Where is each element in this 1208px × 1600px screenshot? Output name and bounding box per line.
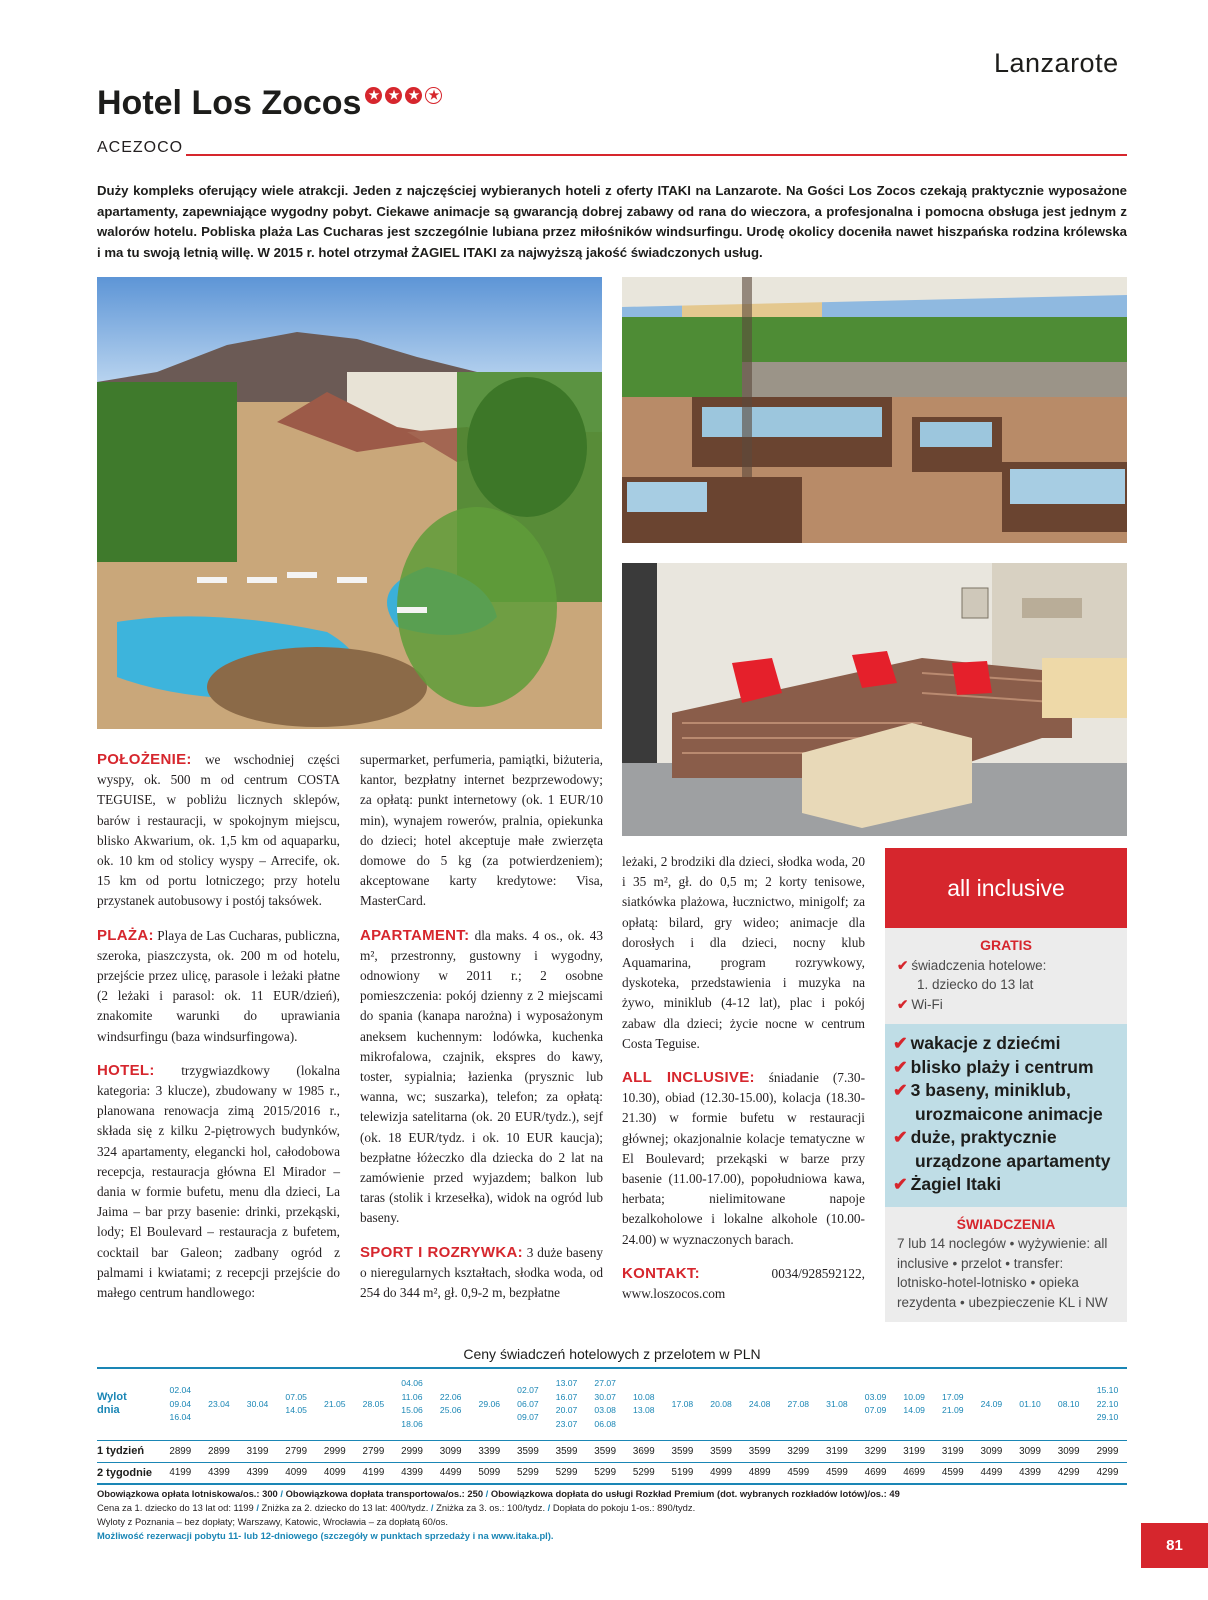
note-text: Obowiązkowa dopłata do usługi Rozkład Premium (dot. wybranych rozkładów lotów)/os.: 49 (490, 1488, 900, 1499)
hotel-title (97, 84, 442, 123)
note-line: Wyloty z Poznania – bez dopłaty; Warszawy, Katowic, Wrocławia – za dopłatą 60/os. (97, 1516, 448, 1527)
date-value: 24.08 (748, 1398, 771, 1409)
price-cell: 3099 (1049, 1440, 1088, 1462)
departure-dates-row (97, 1368, 1127, 1440)
gratis-heading: GRATIS (980, 937, 1032, 953)
price-row (97, 1440, 1127, 1462)
date-value: 02.07 (517, 1385, 539, 1395)
date-value: 03.09 (864, 1391, 887, 1402)
price-cell: 4499 (431, 1462, 470, 1484)
date-value: 09.04 (169, 1398, 192, 1409)
date-cell (625, 1368, 664, 1440)
price-cell: 2899 (161, 1440, 200, 1462)
date-value: 17.08 (671, 1398, 694, 1409)
date-value: 02.04 (169, 1385, 192, 1395)
date-cell (354, 1368, 393, 1440)
price-cell: 3599 (740, 1440, 779, 1462)
note-text: Obowiązkowa dopłata transportowa/os.: 250 (285, 1488, 484, 1499)
check-icon: ✔ (893, 1033, 908, 1053)
date-value: 23.04 (208, 1398, 230, 1409)
price-table-title: Ceny świadczeń hotelowych z przelotem w PLN (463, 1346, 761, 1362)
price-cell: 2799 (354, 1440, 393, 1462)
date-value: 10.08 (633, 1391, 655, 1402)
swiadczenia-heading: ŚWIADCZENIA (956, 1215, 1056, 1232)
gratis-text: świadczenia hotelowe: (911, 957, 1047, 973)
apartment-interior-photo (622, 563, 1127, 836)
price-cell: 3199 (895, 1440, 934, 1462)
section-apartament (360, 926, 603, 1229)
price-cell: 4299 (1049, 1462, 1088, 1484)
feature-text: duże, praktycznie urządzone apartamenty (910, 1127, 1111, 1171)
feature-text: wakacje z dziećmi (910, 1033, 1061, 1053)
date-cell (779, 1368, 818, 1440)
date-value: 30.07 (594, 1391, 616, 1402)
date-value: 30.04 (246, 1398, 269, 1409)
features-panel (885, 1024, 1127, 1207)
section-plaza (97, 926, 340, 1047)
date-cell (1011, 1368, 1050, 1440)
price-cell: 4499 (972, 1462, 1011, 1484)
note-text: Cena za 1. dziecko do 13 lat od: 1199 (97, 1502, 254, 1513)
section-text: śniadanie (7.30-10.30), obiad (12.30-15.00), kolacja (18.30-21.30) w formie bufetu w restauracji głównej; okazjonalnie kolacje tematyczne w El Boulevard; przekąski w barze przy basenie (11.00-17.00), popołudniowa kawa, herbata; nielimitowane napoje bezalkoholowe i lokalne alkohole (10.00-24.00) w wyznaczonych barach. (622, 1070, 865, 1247)
date-value: 04.06 (401, 1378, 423, 1389)
price-cell: 3599 (547, 1440, 586, 1462)
title-divider (186, 154, 1127, 156)
column-1 (97, 750, 340, 1317)
price-cell: 3099 (972, 1440, 1011, 1462)
duration-label: 2 tygodnie (97, 1462, 161, 1484)
feature-item (893, 1173, 1119, 1197)
date-value: 31.08 (826, 1398, 848, 1409)
date-cell (818, 1368, 857, 1440)
date-cell (277, 1368, 316, 1440)
price-cell: 3299 (856, 1440, 895, 1462)
date-cell (547, 1368, 586, 1440)
feature-text: 3 baseny, miniklub, urozmaicone animacje (910, 1080, 1103, 1124)
section-heading: PLAŻA: (97, 926, 154, 944)
date-value: 21.09 (942, 1405, 964, 1416)
star-rating (365, 87, 442, 104)
date-cell (934, 1368, 973, 1440)
swiadczenia-panel (885, 1207, 1127, 1323)
date-cell (200, 1368, 239, 1440)
date-cell (393, 1368, 432, 1440)
date-value: 27.07 (594, 1378, 616, 1389)
section-heading: POŁOŻENIE: (97, 751, 192, 768)
date-value: 29.10 (1096, 1412, 1119, 1422)
date-value: 15.10 (1096, 1385, 1119, 1395)
price-cell: 4399 (393, 1462, 432, 1484)
price-cell: 4099 (316, 1462, 355, 1484)
price-cell: 5199 (663, 1462, 702, 1484)
date-cell (1049, 1368, 1088, 1440)
separator: / (485, 1488, 489, 1499)
date-value: 13.08 (633, 1405, 655, 1416)
gratis-item (897, 995, 1115, 1015)
section-hotel-continued: supermarket, perfumeria, pamiątki, biżuteria, kantor, bezpłatny internet bezprzewodowy; za opłatą: punkt internetowy (ok. 1 EUR/10 min), wynajem rowerów, pralnia, opiekunka do dzieci; hotel akceptuje małe zwierzęta domowe do 5 kg (za potwierdzeniem); akceptowane karty kredytowe: Visa, MasterCard. (360, 752, 603, 909)
price-cell: 5299 (509, 1462, 548, 1484)
date-cell (470, 1368, 509, 1440)
date-cell (663, 1368, 702, 1440)
hotel-name: Hotel Los Zocos (97, 84, 362, 122)
gratis-text: Wi-Fi (911, 996, 943, 1012)
section-all-inclusive (622, 1068, 865, 1250)
price-cell: 3599 (586, 1440, 625, 1462)
separator: / (547, 1502, 551, 1513)
date-value: 09.07 (517, 1412, 539, 1422)
price-cell: 3599 (509, 1440, 548, 1462)
section-heading: HOTEL: (97, 1061, 155, 1079)
departure-label-line: Wylot (97, 1391, 127, 1404)
page-number: 81 (1141, 1523, 1208, 1568)
price-cell: 5299 (547, 1462, 586, 1484)
section-text: dla maks. 4 os., ok. 43 m², przestronny, gustowny i wygodny, odnowiony w 2011 r.; 2 osobne pomieszczenia: pokój dzienny z 2 miejscami do spania (kanapa narożna) i wyposażonym aneksem kuchennym: lodówka, kuchenka mikrofalowa, czajnik, ekspres do kawy, toster, sypialnia; łazienka (prysznic lub wanna, wc; suszarka), telefon; za opłatą: telewizja satelitarna (ok. 20 EUR/tydz.), sejf (ok. 18 EUR/tydz. i ok. 10 EUR kaucja); bezpłatne łóżeczko dla dziecka do 2 lat na zamówienie przed wyjazdem; balkon lub taras (stolik i krzesełka), widok na ogród lub baseny. (360, 927, 603, 1226)
price-cell: 2999 (393, 1440, 432, 1462)
date-value: 29.06 (478, 1398, 501, 1409)
feature-item (893, 1056, 1119, 1080)
pool-photo (97, 277, 602, 729)
section-heading: APARTAMENT: (360, 926, 470, 944)
intro-paragraph: Duży kompleks oferujący wiele atrakcji. Jeden z najczęściej wybieranych hoteli z oferty ITAKI na Lanzarote. Na Gości Los Zocos czekają praktycznie wyposażone apartamenty, zapewniające wygodny pobyt. Ciekawe animacje są gwarancją dobrej zabawy od rana do wieczora, a profesjonalna i pomocna obsługa jest jednym z walorów hotelu. Pobliska plaża Las Cucharas jest szczególnie lubiana przez miłośników windsurfingu. Urodę okolicy doceniła nawet hiszpańska rodzina królewska i ma tu swoją letnią willę. W 2015 r. hotel otrzymał ŻAGIEL ITAKI za najwyższą jakość świadczonych usług. (97, 183, 1127, 260)
section-text: we wschodniej części wyspy, ok. 500 m od centrum COSTA TEGUISE, w pobliżu licznych sklepów, barów i restauracji, w spokojnym miejscu, blisko Akwarium, ok. 1,5 km od aquaparku, ok. 10 km od stolicy wyspy – Arrecife, ok. 15 km od portu lotniczego; przy hotelu przystanek autobusowy i postój taksówek. (97, 752, 340, 909)
note-text: Obowiązkowa opłata lotniskowa/os.: 300 (97, 1488, 278, 1499)
departure-label (97, 1368, 161, 1440)
section-text: 0034/928592122, www.loszocos.com (622, 1265, 865, 1302)
note-line (97, 1501, 1127, 1515)
price-cell: 2799 (277, 1440, 316, 1462)
date-cell (161, 1368, 200, 1440)
price-cell: 5299 (586, 1462, 625, 1484)
date-cell (895, 1368, 934, 1440)
check-icon: ✔ (897, 996, 909, 1012)
price-cell: 3599 (663, 1440, 702, 1462)
date-value: 03.08 (594, 1405, 616, 1416)
swiadczenia-text: 7 lub 14 noclegów • wyżywienie: all inclusive • przelot • transfer: lotnisko-hotel-lotnisko • opieka rezydenta • ubezpieczenie KL i NW (897, 1236, 1108, 1310)
note-text: Zniżka za 2. dziecko do 13 lat: 400/tydz. (261, 1502, 429, 1513)
gratis-item-detail: 1. dziecko do 13 lat (917, 977, 1034, 992)
section-kontakt (622, 1264, 865, 1304)
feature-item (893, 1032, 1119, 1056)
price-cell: 4699 (895, 1462, 934, 1484)
price-cell: 4199 (161, 1462, 200, 1484)
price-cell: 4199 (354, 1462, 393, 1484)
date-value: 06.08 (594, 1418, 616, 1429)
date-value: 20.07 (555, 1405, 578, 1416)
price-cell: 4299 (1088, 1462, 1127, 1484)
date-value: 16.07 (555, 1391, 578, 1402)
date-value: 07.05 (285, 1391, 307, 1402)
price-cell: 4899 (740, 1462, 779, 1484)
date-value: 08.10 (1057, 1398, 1080, 1409)
price-cell: 3399 (470, 1440, 509, 1462)
section-text: trzygwiazdkowy (lokalna kategoria: 3 klucze), zbudowany w 1985 r., planowana renowacja zimą 2015/2016 r., składa się z kilku 2-piętrowych budynków, 324 apartamenty, elegancki hol, całodobowa recepcja, restauracja główna El Mirador – dania w formie bufetu, menu dla dzieci, La Jaima – bar przy basenie: drinki, przekąski, lody; El Boulevard – restauracja z bufetem, cocktail bar Galeon; zadbany ogród z palmami i kwiatami; z recepcji przejście do małego centrum handlowego: (97, 1062, 340, 1301)
star-icon: ★ (405, 87, 422, 104)
feature-item (893, 1079, 1119, 1126)
price-cell: 4999 (702, 1462, 741, 1484)
separator: / (430, 1502, 434, 1513)
price-cell: 4399 (200, 1462, 239, 1484)
price-cell: 3199 (818, 1440, 857, 1462)
star-outline-icon: ★ (425, 87, 442, 104)
date-cell (586, 1368, 625, 1440)
price-notes (97, 1487, 1127, 1543)
date-value: 11.06 (401, 1391, 423, 1402)
date-cell (1088, 1368, 1127, 1440)
date-value: 10.09 (903, 1391, 925, 1402)
date-cell (431, 1368, 470, 1440)
date-cell (702, 1368, 741, 1440)
date-value: 20.08 (710, 1398, 732, 1409)
price-cell: 4599 (818, 1462, 857, 1484)
duration-label: 1 tydzień (97, 1440, 161, 1462)
section-heading: KONTAKT: (622, 1264, 700, 1282)
lounge-terrace-photo (622, 277, 1127, 543)
check-icon: ✔ (893, 1127, 908, 1147)
check-icon: ✔ (893, 1080, 908, 1100)
section-sport-continued: leżaki, 2 brodziki dla dzieci, słodka woda, 20 i 35 m², gł. do 0,5 m; 2 korty tenisowe, siatkówka plażowa, łucznictwo, minigolf; za opłatą: bilard, gry wideo; animacje dla dorosłych i dla dzieci, nocny klub Aquamarina, program rozrywkowy, dyskoteka, przedstawienia i muzyka na żywo, miniklub (4-12 lat), plac i pokój zabaw dla dzieci; życie nocne w centrum Costa Teguise. (622, 854, 865, 1051)
date-value: 14.09 (903, 1405, 925, 1416)
note-line: Możliwość rezerwacji pobytu 11- lub 12-dniowego (szczegóły w punktach sprzedaży i na www.itaka.pl). (97, 1530, 554, 1541)
note-text: Zniżka za 3. os.: 100/tydz. (436, 1502, 546, 1513)
price-cell: 5099 (470, 1462, 509, 1484)
price-cell: 2899 (200, 1440, 239, 1462)
section-text: Playa de Las Cucharas, publiczna, szeroka, piaszczysta, ok. 200 m od hotelu, przejście przez ulicę, parasole i leżaki płatne (2 leżaki i parasol: ok. 11 EUR/dzień), znakomite warunki do uprawiania windsurfingu (baza windsurfingowa). (97, 927, 340, 1044)
date-cell (740, 1368, 779, 1440)
section-hotel (97, 1061, 340, 1303)
price-cell: 3599 (702, 1440, 741, 1462)
check-icon: ✔ (897, 957, 909, 973)
price-cell: 4599 (934, 1462, 973, 1484)
gratis-panel (885, 928, 1127, 1024)
date-value: 28.05 (362, 1398, 385, 1409)
date-value: 22.10 (1096, 1398, 1119, 1409)
date-cell (856, 1368, 895, 1440)
all-inclusive-banner: all inclusive (885, 848, 1127, 928)
date-cell (316, 1368, 355, 1440)
gratis-item (897, 956, 1115, 976)
section-sport (360, 1243, 603, 1304)
date-value: 22.06 (439, 1391, 462, 1402)
date-value: 07.09 (864, 1405, 887, 1416)
check-icon: ✔ (893, 1056, 908, 1077)
date-value: 13.07 (555, 1378, 578, 1389)
separator: / (256, 1502, 259, 1513)
price-cell: 4099 (277, 1462, 316, 1484)
date-value: 01.10 (1019, 1398, 1041, 1409)
section-heading: SPORT I ROZRYWKA: (360, 1243, 523, 1261)
date-value: 14.05 (285, 1405, 307, 1416)
price-cell: 2999 (316, 1440, 355, 1462)
date-value: 15.06 (401, 1405, 423, 1416)
price-cell: 3099 (431, 1440, 470, 1462)
date-value: 21.05 (324, 1398, 346, 1409)
feature-text: Żagiel Itaki (910, 1174, 1002, 1194)
section-text: 3 duże baseny o nieregularnych kształtach, słodka woda, od 254 do 344 m², gł. 0,9-2 m, bezpłatne (360, 1244, 604, 1301)
feature-text: blisko plaży i centrum (910, 1056, 1094, 1077)
date-cell (972, 1368, 1011, 1440)
price-cell: 3699 (625, 1440, 664, 1462)
section-heading: ALL INCLUSIVE: (622, 1069, 755, 1087)
price-row (97, 1462, 1127, 1484)
price-cell: 3099 (1011, 1440, 1050, 1462)
date-value: 25.06 (439, 1405, 462, 1416)
star-icon: ★ (365, 87, 382, 104)
price-cell: 2999 (1088, 1440, 1127, 1462)
price-cell: 4599 (779, 1462, 818, 1484)
separator: / (280, 1488, 283, 1499)
price-cell: 3299 (779, 1440, 818, 1462)
price-cell: 4399 (238, 1462, 277, 1484)
price-cell: 4699 (856, 1462, 895, 1484)
date-cell (238, 1368, 277, 1440)
note-text: Dopłata do pokoju 1-os.: 890/tydz. (552, 1502, 696, 1513)
price-cell: 4399 (1011, 1462, 1050, 1484)
check-icon: ✔ (893, 1174, 908, 1194)
departure-label-line: dnia (97, 1404, 120, 1417)
region-title: Lanzarote (994, 48, 1119, 78)
star-icon: ★ (385, 87, 402, 104)
feature-item (893, 1126, 1119, 1173)
date-value: 23.07 (555, 1418, 578, 1429)
column-2 (360, 750, 603, 1317)
date-cell (509, 1368, 548, 1440)
section-polozenie (97, 750, 340, 912)
price-table (97, 1367, 1127, 1485)
date-value: 16.04 (169, 1412, 192, 1422)
price-cell: 3199 (238, 1440, 277, 1462)
price-cell: 3199 (934, 1440, 973, 1462)
promo-box (885, 848, 1127, 1311)
column-3 (622, 852, 865, 1318)
price-cell: 5299 (625, 1462, 664, 1484)
date-value: 18.06 (401, 1418, 423, 1429)
date-value: 27.08 (787, 1398, 810, 1409)
hotel-code: ACEZOCO (97, 139, 184, 156)
date-value: 24.09 (980, 1398, 1003, 1409)
date-value: 06.07 (517, 1398, 539, 1409)
note-line (97, 1487, 1127, 1501)
date-value: 17.09 (942, 1391, 964, 1402)
